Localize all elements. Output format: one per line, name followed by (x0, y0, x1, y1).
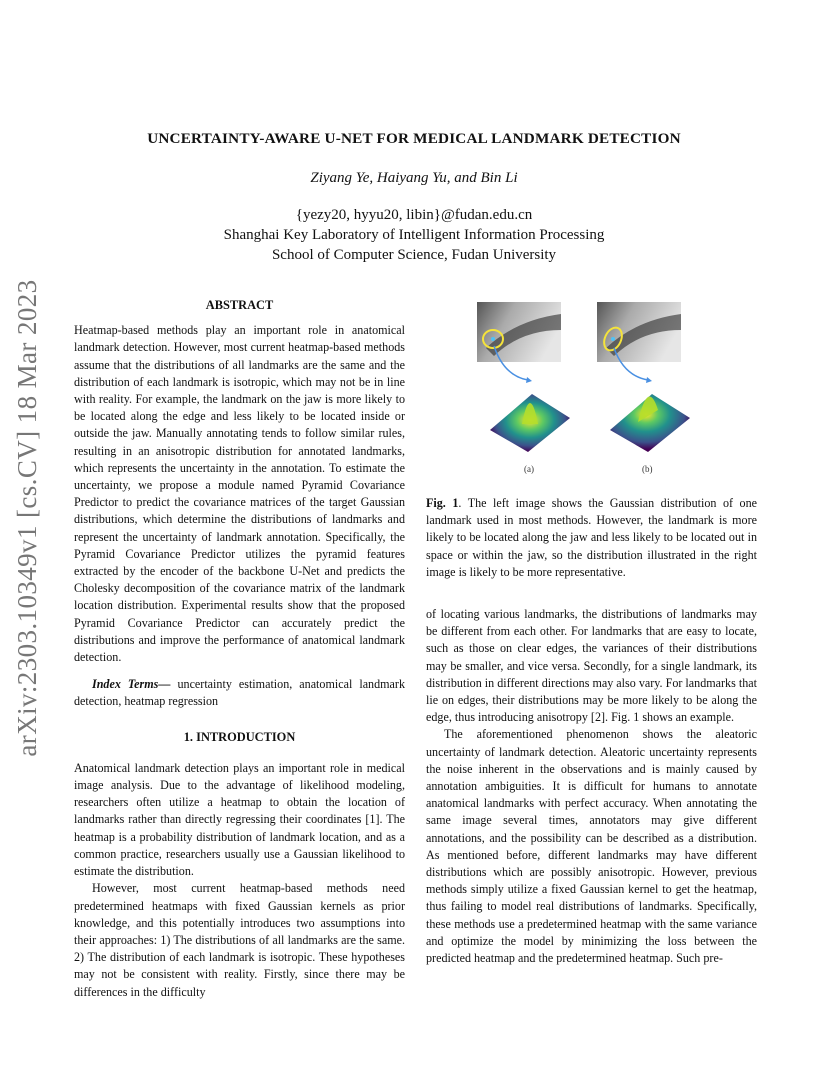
paper-title: UNCERTAINTY-AWARE U-NET FOR MEDICAL LANDMARK DETECTION (147, 130, 681, 147)
index-terms-label: Index Terms— (92, 677, 171, 692)
authors: Ziyang Ye, Haiyang Yu, and Bin Li (310, 170, 518, 186)
abstract-heading: ABSTRACT (205, 298, 274, 312)
subfigure-label-a: (a) (524, 464, 534, 474)
right-paragraph-1: of locating various landmarks, the distributions of landmarks may be different from each other. For landmarks that are easy to locate, such as those on clear edges, the variances of their distributions may be smaller, and vice versa. Secondly, for a single landmark, its distribution in different directions may also vary. For landmarks that lie on edges, their distributions may be more likely to be along the edge, thus introducing anisotropy [2]. Fig. 1 shows an example. (426, 607, 757, 725)
index-terms (74, 676, 405, 710)
figure-caption-text: . The left image shows the Gaussian distribution of one landmark used in most methods. However, the landmark is more likely to be located along the jaw and less likely to be located out in space or within the jaw, so the distribution illustrated in the right image is likely to be more representative. (426, 496, 757, 579)
panel-b (597, 302, 690, 452)
abstract-text: Heatmap-based methods play an important role in anatomical landmark detection. However, most current heatmap-based methods assume that the distributions of all landmarks are the same and the distribution of each landmark is isotropic, which may not be in line with reality. For example, the landmark on the jaw is more likely to be located along the edge and less likely to be located inside or outside the jaw. Manually annotating tends to follow similar rules, resulting in an anisotropic distribution for annotated landmarks, which represents the uncertainty in the annotation. To estimate the uncertainty, we propose a module named Pyramid Covariance Predictor to predict the covariance matrices of the target Gaussian distributions, which determine the distributions of landmarks and represent the uncertainty of landmark annotation. Specifically, the Pyramid Covariance Predictor utilizes the pyramid features extracted by the encoder of the backbone U-Net and predicts the Cholesky decomposition of the covariance matrix of the landmark location distribution. Experimental results show that the proposed Pyramid Covariance Predictor can accurately predict the distributions and improve the performance of anatomical landmark detection. (74, 323, 405, 665)
index-terms-text: uncertainty estimation, anatomical landmark detection, heatmap regression (74, 677, 406, 709)
right-paragraph-2: The aforementioned phenomenon shows the aleatoric uncertainty of landmark detection. Aleatoric uncertainty represents the noise inherent in the observations and is mainly caused by annotation ambiguities. It is difficult for humans to annotate anatomical landmarks with perfect accuracy. When annotating the same image several times, annotators may give different annotations, and the possibility can be described as a distribution. As mentioned before, different landmarks may have different distributions which are possibly anisotropic. However, previous methods simply utilize a fixed Gaussian kernel to get the heatmap, thus failing to model real distributions of landmarks. Specifically, these methods use a predetermined heatmap with the same variance and optimize the model by minimizing the loss between the predicted heatmap and the predetermined heatmap. Such pre- (426, 727, 757, 966)
intro-paragraph-2: However, most current heatmap-based methods need predetermined heatmaps with fixed Gaussian kernels as prior knowledge, and this potentially introduces two assumptions into their approaches: 1) The distributions of all landmarks are the same. 2) The distribution of each landmark is isotropic. These hypotheses may not be consistent with reality. Firstly, since there may be differences in the difficulty (74, 881, 405, 999)
author-emails: {yezy20, hyyu20, libin}@fudan.edu.cn (295, 207, 533, 223)
subfigure-label-b: (b) (642, 464, 653, 474)
intro-heading: 1. INTRODUCTION (183, 729, 296, 744)
panel-a (477, 302, 570, 452)
intro-paragraph-1: Anatomical landmark detection plays an important role in medical image analysis. Due to the advantage of likelihood modeling, researchers often utilize a heatmap to obtain the location of landmarks rather than directly regressing their coordinates [1]. The heatmap is a probability distribution of landmark location, and as a common practice, researchers usually use a Gaussian likelihood to estimate the distribution. (74, 760, 405, 879)
right-column (426, 606, 757, 967)
figure-caption-label: Fig. 1 (426, 496, 459, 510)
affiliation-lab: Shanghai Key Laboratory of Intelligent Information Processing (223, 227, 605, 243)
affiliation (0, 205, 828, 265)
landmark-point-a (491, 337, 495, 341)
figure-1 (426, 300, 757, 480)
arxiv-stamp: arXiv:2303.10349v1 [cs.CV] 18 Mar 2023 (12, 279, 42, 757)
figure-caption (426, 495, 757, 581)
left-column (74, 297, 405, 1001)
affiliation-school: School of Computer Science, Fudan University (271, 247, 557, 263)
landmark-point-b (611, 337, 615, 341)
